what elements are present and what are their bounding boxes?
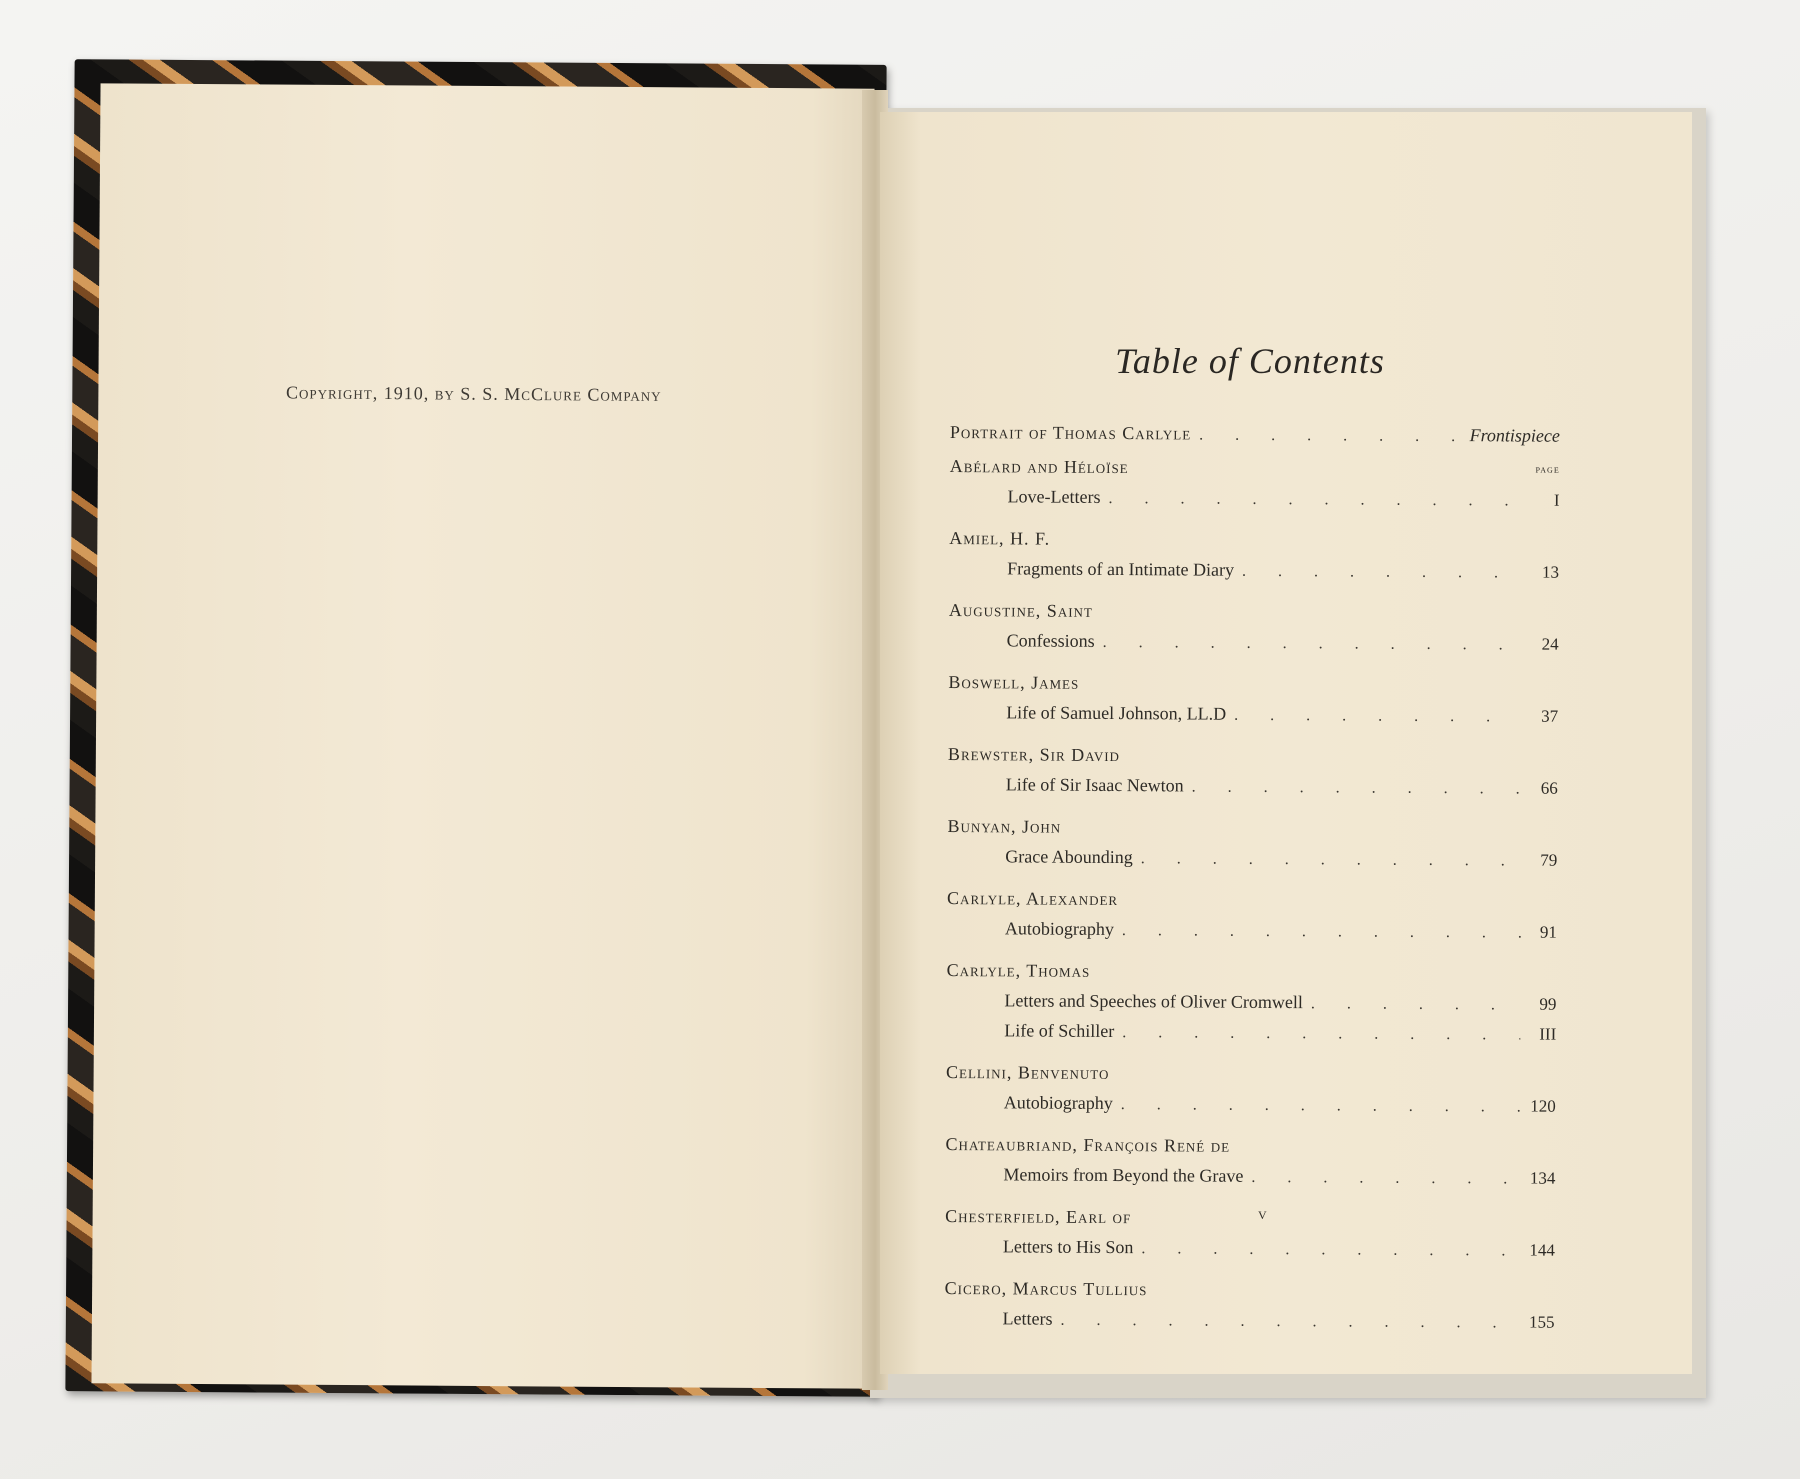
toc-author-row [948, 672, 1558, 706]
toc-author: Cicero, Marcus Tullius [944, 1277, 1148, 1300]
toc-page-number: 155 [1528, 1312, 1555, 1332]
leader-dots [1242, 563, 1523, 583]
toc-page-number: 24 [1541, 634, 1559, 654]
toc-work-title: Letters and Speeches of Oliver Cromwell [1004, 990, 1303, 1013]
leader-dots [1108, 490, 1523, 511]
toc-author: Amiel, H. F. [949, 527, 1051, 549]
leader-dots [1060, 1312, 1518, 1333]
toc-work-row [947, 846, 1557, 880]
toc-entry [947, 816, 1557, 880]
toc-work-row [945, 1236, 1555, 1270]
table-of-contents [944, 422, 1560, 1354]
toc-author: Bunyan, John [947, 815, 1062, 837]
toc-work-title: Autobiography [1004, 918, 1114, 940]
toc-author-row [945, 1134, 1555, 1168]
toc-author-row [950, 456, 1560, 490]
toc-author-row [947, 960, 1557, 994]
toc-entry [946, 1062, 1556, 1126]
toc-work-row [948, 774, 1558, 808]
toc-entry [945, 1134, 1555, 1198]
toc-work-title: Life of Sir Isaac Newton [1005, 774, 1184, 796]
page-folio: v [1258, 1204, 1267, 1223]
toc-page-number: 134 [1529, 1168, 1556, 1188]
toc-heading: Table of Contents [1115, 341, 1385, 381]
toc-work-row [947, 918, 1557, 952]
page-column-label: page [1535, 463, 1560, 476]
toc-page-number: 13 [1542, 562, 1560, 582]
toc-work-row [946, 1092, 1556, 1126]
toc-work-row [944, 1308, 1554, 1342]
leader-dots [1121, 1096, 1520, 1116]
toc-work-row [949, 486, 1559, 520]
toc-page-number: 99 [1539, 994, 1557, 1014]
toc-work-row [946, 1020, 1556, 1054]
toc-work-title: Letters [1002, 1308, 1053, 1329]
toc-author-row [949, 600, 1559, 634]
toc-author-row [945, 1206, 1555, 1240]
toc-author-row [949, 528, 1559, 562]
leader-dots [1141, 850, 1522, 870]
toc-work-title: Memoirs from Beyond the Grave [1003, 1164, 1244, 1186]
toc-author: Carlyle, Thomas [946, 959, 1091, 981]
toc-author: Cellini, Benvenuto [945, 1061, 1110, 1083]
toc-page-number: I [1553, 490, 1560, 510]
toc-entry [949, 528, 1559, 592]
toc-entry [945, 1206, 1555, 1270]
toc-work-title: Fragments of an Intimate Diary [1007, 558, 1235, 580]
toc-entry [949, 456, 1559, 520]
toc-author: Carlyle, Alexander [947, 887, 1119, 910]
toc-author-row [947, 888, 1557, 922]
toc-entry [949, 600, 1559, 664]
leader-dots [1251, 1169, 1519, 1189]
toc-entry [944, 1278, 1554, 1342]
toc-entry [947, 888, 1557, 952]
toc-author-row [946, 1062, 1556, 1096]
toc-author: Abélard and Héloïse [949, 455, 1129, 478]
toc-work-title: Confessions [1006, 630, 1095, 651]
toc-work-title: Letters to His Son [1002, 1236, 1134, 1258]
toc-work-title: Life of Samuel Johnson, LL.D [1006, 702, 1227, 724]
toc-page-number: 37 [1541, 706, 1559, 726]
toc-page-number: 66 [1540, 778, 1558, 798]
toc-work-row [949, 558, 1559, 592]
toc-author: Boswell, James [948, 671, 1080, 693]
leader-dots [1141, 1240, 1519, 1260]
frontispiece-label: Frontispiece [1469, 425, 1560, 446]
toc-page-number: 91 [1539, 922, 1557, 942]
copyright-notice: Copyright, 1910, by S. S. McClure Company [285, 382, 662, 405]
toc-portrait-row [950, 422, 1560, 460]
portrait-label: Portrait of Thomas Carlyle [949, 422, 1192, 444]
toc-work-row [948, 702, 1558, 736]
toc-work-title: Grace Abounding [1005, 846, 1133, 868]
toc-work-row [945, 1164, 1555, 1198]
toc-work-row [946, 990, 1556, 1024]
toc-entry [948, 744, 1558, 808]
toc-entries [944, 456, 1559, 1342]
leader-dots [1311, 995, 1521, 1014]
toc-page-number: III [1539, 1024, 1557, 1044]
left-page [91, 83, 874, 1388]
toc-author: Chateaubriand, François René de [945, 1133, 1231, 1156]
leader-dots [1122, 1024, 1520, 1044]
toc-page-number: 120 [1530, 1096, 1556, 1116]
toc-author-row [947, 816, 1557, 850]
toc-work-row [949, 630, 1559, 664]
leader-dots [1122, 922, 1521, 942]
leader-dots [1199, 427, 1462, 447]
toc-entry [948, 672, 1558, 736]
toc-work-title: Life of Schiller [1004, 1020, 1115, 1042]
toc-page-number: 144 [1529, 1240, 1556, 1260]
toc-author: Augustine, Saint [948, 599, 1093, 621]
leader-dots [1234, 707, 1522, 727]
toc-author-row [945, 1278, 1555, 1312]
toc-entry [946, 960, 1557, 1054]
toc-author-row [948, 744, 1558, 778]
toc-author: Brewster, Sir David [947, 743, 1121, 766]
leader-dots [1103, 634, 1523, 655]
toc-work-title: Autobiography [1003, 1092, 1113, 1114]
toc-author: Chesterfield, Earl of [945, 1205, 1132, 1228]
leader-dots [1192, 778, 1522, 798]
toc-page-number: 79 [1540, 850, 1558, 870]
toc-work-title: Love-Letters [1007, 486, 1101, 507]
